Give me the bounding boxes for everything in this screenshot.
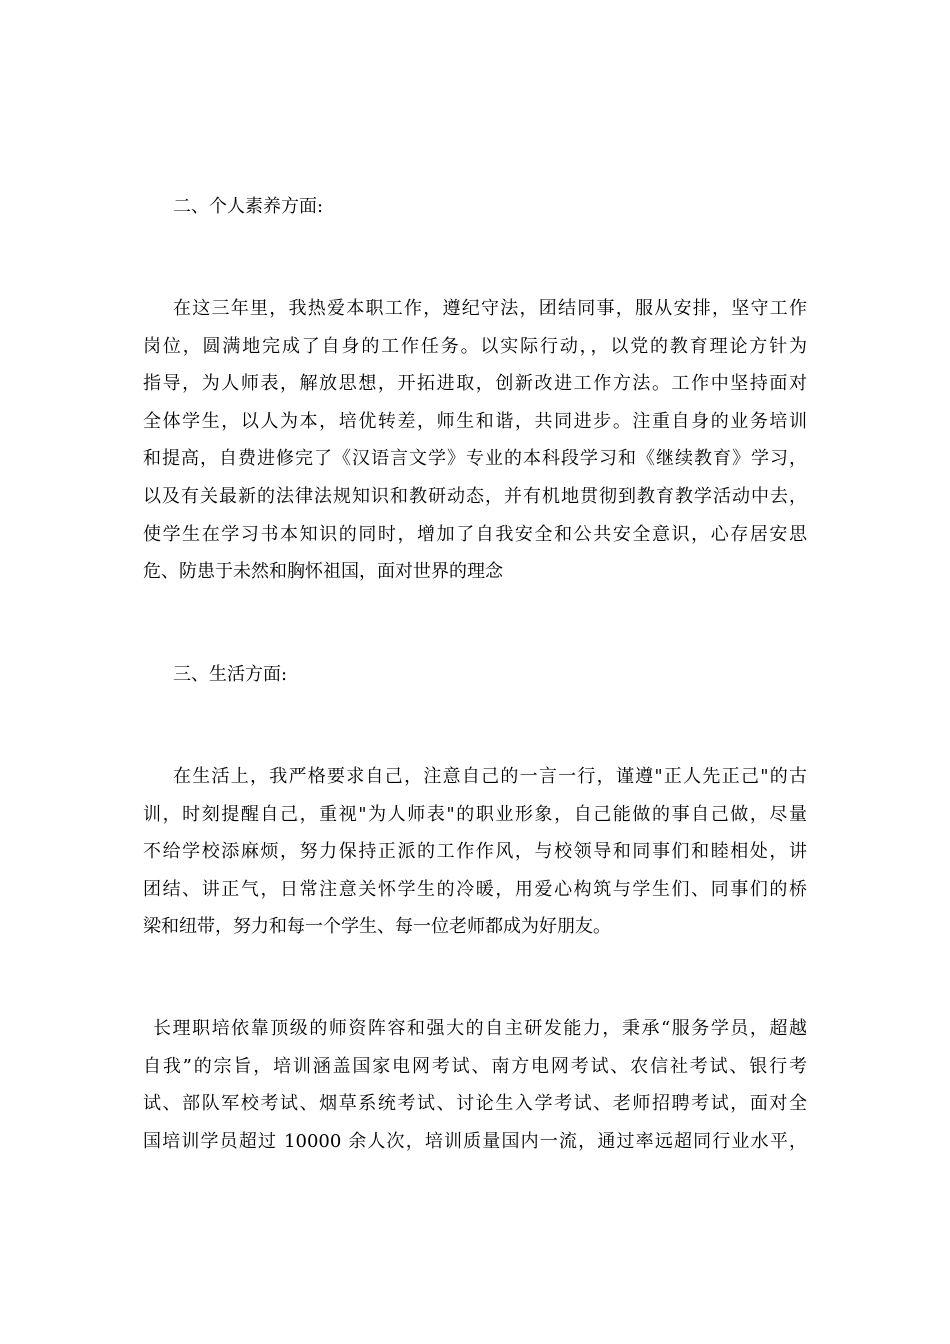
paragraph-line: 团结、讲正气，日常注意关怀学生的冷暖，用爱心构筑与学生们、同事们的桥 bbox=[143, 878, 807, 900]
paragraph-life bbox=[143, 758, 807, 946]
paragraph-line: 训，时刻提醒自己，重视"为人师表"的职业形象，自己能做的事自己做，尽量 bbox=[143, 803, 807, 825]
paragraph-line: 危、防患于未然和胸怀祖国，面对世界的理念 bbox=[143, 561, 503, 583]
paragraph-line: 长理职培依靠顶级的师资阵容和强大的自主研发能力，秉承“服务学员，超越 bbox=[153, 1018, 807, 1039]
paragraph-line: 自我”的宗旨，培训涵盖国家电网考试、南方电网考试、农信社考试、银行考 bbox=[143, 1055, 807, 1077]
paragraph-line: 梁和纽带，努力和每一个学生、每一位老师都成为好朋友。 bbox=[143, 916, 611, 938]
section-heading-life: 三、生活方面: bbox=[173, 664, 288, 685]
paragraph-promo bbox=[143, 1010, 807, 1160]
paragraph-line: 国培训学员超过 10000 余人次，培训质量国内一流，通过率远超同行业水平， bbox=[143, 1130, 807, 1152]
paragraph-line: 在这三年里，我热爱本职工作，遵纪守法，团结同事，服从安排，坚守工作 bbox=[173, 298, 807, 319]
section-heading-personal-quality: 二、个人素养方面: bbox=[173, 196, 324, 217]
paragraph-line: 岗位，圆满地完成了自身的工作任务。以实际行动，，以党的教育理论方针为 bbox=[143, 335, 807, 357]
paragraph-line: 不给学校添麻烦，努力保持正派的工作作风，与校领导和同事们和睦相处，讲 bbox=[143, 841, 807, 863]
paragraph-line: 使学生在学习书本知识的同时，增加了自我安全和公共安全意识，心存居安思 bbox=[143, 523, 807, 545]
paragraph-line: 以及有关最新的法律法规知识和教研动态，并有机地贯彻到教育教学活动中去， bbox=[143, 485, 807, 507]
paragraph-line: 指导，为人师表，解放思想，开拓进取，创新改进工作方法。工作中坚持面对 bbox=[143, 373, 807, 395]
paragraph-line: 在生活上，我严格要求自己，注意自己的一言一行，谨遵"正人先正己"的古 bbox=[173, 766, 807, 787]
paragraph-line: 全体学生，以人为本，培优转差，师生和谐，共同进步。注重自身的业务培训 bbox=[143, 410, 807, 432]
paragraph-line: 和提高，自费进修完了《汉语言文学》专业的本科段学习和《继续教育》学习， bbox=[143, 448, 807, 470]
paragraph-line: 试、部队军校考试、烟草系统考试、讨论生入学考试、老师招聘考试，面对全 bbox=[143, 1093, 807, 1115]
paragraph-personal-quality bbox=[143, 290, 807, 591]
